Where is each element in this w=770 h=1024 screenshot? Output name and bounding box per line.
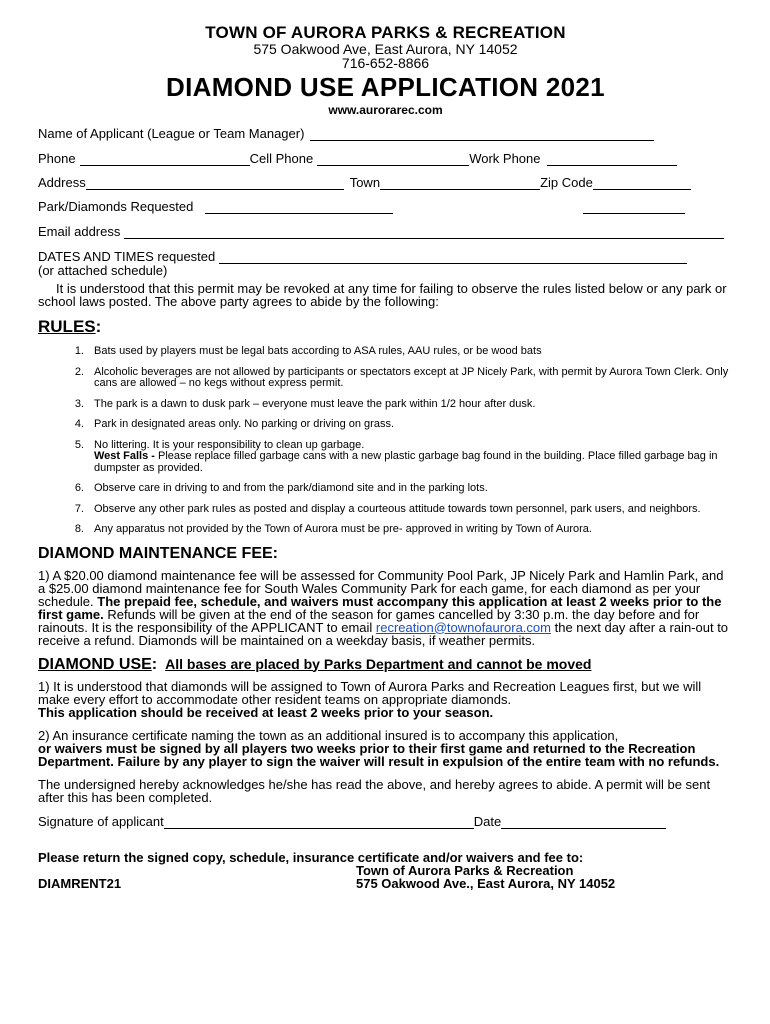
rules-heading-text: RULES [38,317,96,336]
rule-number: 8. [74,523,84,535]
use-heading-text: DIAMOND USE [38,655,152,673]
rule-text-extra: Please replace filled garbage cans with a new plastic garbage bag found in the building. Place filled garbage bag in dumpster as provided. [94,450,718,474]
parks-field[interactable] [205,201,393,214]
list-item [38,440,733,475]
work-field[interactable] [547,153,677,166]
cell-field[interactable] [317,153,469,166]
fee-heading-colon: : [272,544,278,562]
rule-number: 5. [74,438,84,451]
fee-text: 1) A $20.00 diamond maintenance fee will be assessed for Community Pool Park, JP Nicely Park and Hamlin Park, and a $25.00 diamond maintenance fee for South Wales Community Park for each game, for each diamond as per your schedule. [38,567,724,609]
rule-number: 4. [74,418,84,430]
address-row [38,175,733,190]
parks-label: Park/Diamonds Requested [38,199,194,214]
applicant-field[interactable] [310,128,654,141]
rule-text: Observe care in driving to and from the park/diamond site and in the parking lots. [94,482,488,494]
address-field[interactable] [86,177,344,190]
parks-field-2[interactable] [583,201,685,214]
phone-label: Phone [38,151,76,166]
zip-label: Zip Code [540,175,593,190]
email-row [38,224,733,239]
fee-paragraph [38,569,733,647]
rules-heading-colon: : [95,317,102,336]
fee-heading [38,545,733,563]
list-item [38,419,733,431]
footer-line [38,877,733,890]
dates-sublabel: (or attached schedule) [38,263,168,278]
date-label: Date [473,813,502,829]
fee-text-rest: Refunds will be given at the end of the season for games cancelled by 3:30 p.m. the day before and for rainouts. It is the responsibility of the APPLICANT to email [38,606,700,635]
rule-number: 3. [74,397,84,410]
rule-text: Any apparatus not provided by the Town of Aurora must be pre- approved in writing by Town of Aurora. [94,523,592,535]
rule-text: Bats used by players must be legal bats according to ASA rules, AAU rules, or be wood bats [94,345,542,357]
rule-number: 1. [74,345,84,357]
org-name: TOWN OF AURORA PARKS & RECREATION [205,23,566,42]
applicant-row [38,126,733,141]
application-form [38,24,733,890]
intro-paragraph: It is understood that this permit may be revoked at any time for failing to observe the rules listed below or any park or school laws posted. The above party agrees to abide by the following: [38,281,727,309]
website: www.aurorarec.com [328,103,443,117]
email-label: Email address [38,224,121,239]
town-field[interactable] [380,177,540,190]
fee-text-bold: The prepaid fee, schedule, and waivers must accompany this application at least 2 weeks prior to the first game. [38,593,722,622]
signature-row [38,814,733,829]
use-subheading: All bases are placed by Parks Department and cannot be moved [165,655,592,672]
signature-field[interactable] [164,816,474,829]
org-address: 575 Oakwood Ave, East Aurora, NY 14052 [253,41,518,57]
list-item [38,367,733,390]
rule-text: Alcoholic beverages are not allowed by participants or spectators except at JP Nicely Park, with permit by Aurora Town Clerk. Only cans are allowed – no kegs without express permit. [94,365,729,389]
signature-label: Signature of applicant [38,813,164,829]
use-paragraph-1 [38,680,733,719]
use-heading-colon: : [151,655,158,673]
return-to-line1: Town of Aurora Parks & Recreation [356,862,574,878]
phone-field[interactable] [80,153,250,166]
date-field[interactable] [501,816,666,829]
return-instructions: Please return the signed copy, schedule, insurance certificate and/or waivers and fee to: [38,849,584,865]
rule-text [94,440,733,475]
rule-text-main: No littering. It is your responsibility to clean up garbage. [94,438,365,451]
list-item [38,504,733,516]
rules-list [38,346,733,536]
use-text-1: 1) It is understood that diamonds will be assigned to Town of Aurora Parks and Recreation Leagues first, but we will make every effort to accommodate other resident teams on appropriate diamonds. [38,678,702,707]
use-text-2-bold: or waivers must be signed by all players two weeks prior to their first game and returned to the Recreation Department. Failure by any player to sign the waiver will result in expulsion of the entire team with no refunds. [38,740,720,769]
work-label: Work Phone [469,151,541,166]
org-phone: 716-652-8866 [341,55,430,71]
page-title: DIAMOND USE APPLICATION 2021 [166,72,605,102]
rules-heading [38,317,733,337]
parks-row [38,199,733,214]
fee-heading-text: DIAMOND MAINTENANCE FEE [38,544,273,562]
rule-text: Park in designated areas only. No parking or driving on grass. [94,418,395,430]
use-heading [38,656,733,674]
cell-label: Cell Phone [249,151,314,166]
list-item [38,346,733,358]
phone-row [38,151,733,166]
town-label: Town [349,175,381,190]
acknowledgement: The undersigned hereby acknowledges he/she has read the above, and hereby agrees to abide. A permit will be sent after this has been completed. [38,776,711,805]
rule-number: 2. [74,365,84,378]
email-link[interactable]: recreation@townofaurora.com [375,619,551,635]
dates-row [38,249,733,264]
rule-number: 7. [74,502,84,515]
address-label: Address [38,175,86,190]
list-item [38,483,733,495]
dates-label: DATES AND TIMES requested [38,249,216,264]
rule-number: 6. [74,482,84,494]
use-text-1-bold: This application should be received at least 2 weeks prior to your season. [38,704,494,720]
rule-text-bold: West Falls - [94,450,158,462]
use-text-2: 2) An insurance certificate naming the town as an additional insured is to accompany this application, [38,727,619,743]
rule-text: Observe any other park rules as posted and display a courteous attitude towards town personnel, park users, and neighbors. [94,502,701,515]
list-item [38,399,733,411]
dates-field[interactable] [219,251,687,264]
use-paragraph-2 [38,729,733,768]
email-field[interactable] [124,226,724,239]
list-item [38,524,733,536]
form-code: DIAMRENT21 [38,875,122,891]
applicant-label: Name of Applicant (League or Team Manager) [38,126,305,141]
zip-field[interactable] [593,177,691,190]
rule-text: The park is a dawn to dusk park – everyone must leave the park within 1/2 hour after dusk. [94,397,536,410]
return-to-line2: 575 Oakwood Ave., East Aurora, NY 14052 [356,875,616,891]
fee-text-end: the next day after a rain-out to receive a refund. Diamonds will be maintained on a weekday basis, if weather permits. [38,619,729,648]
